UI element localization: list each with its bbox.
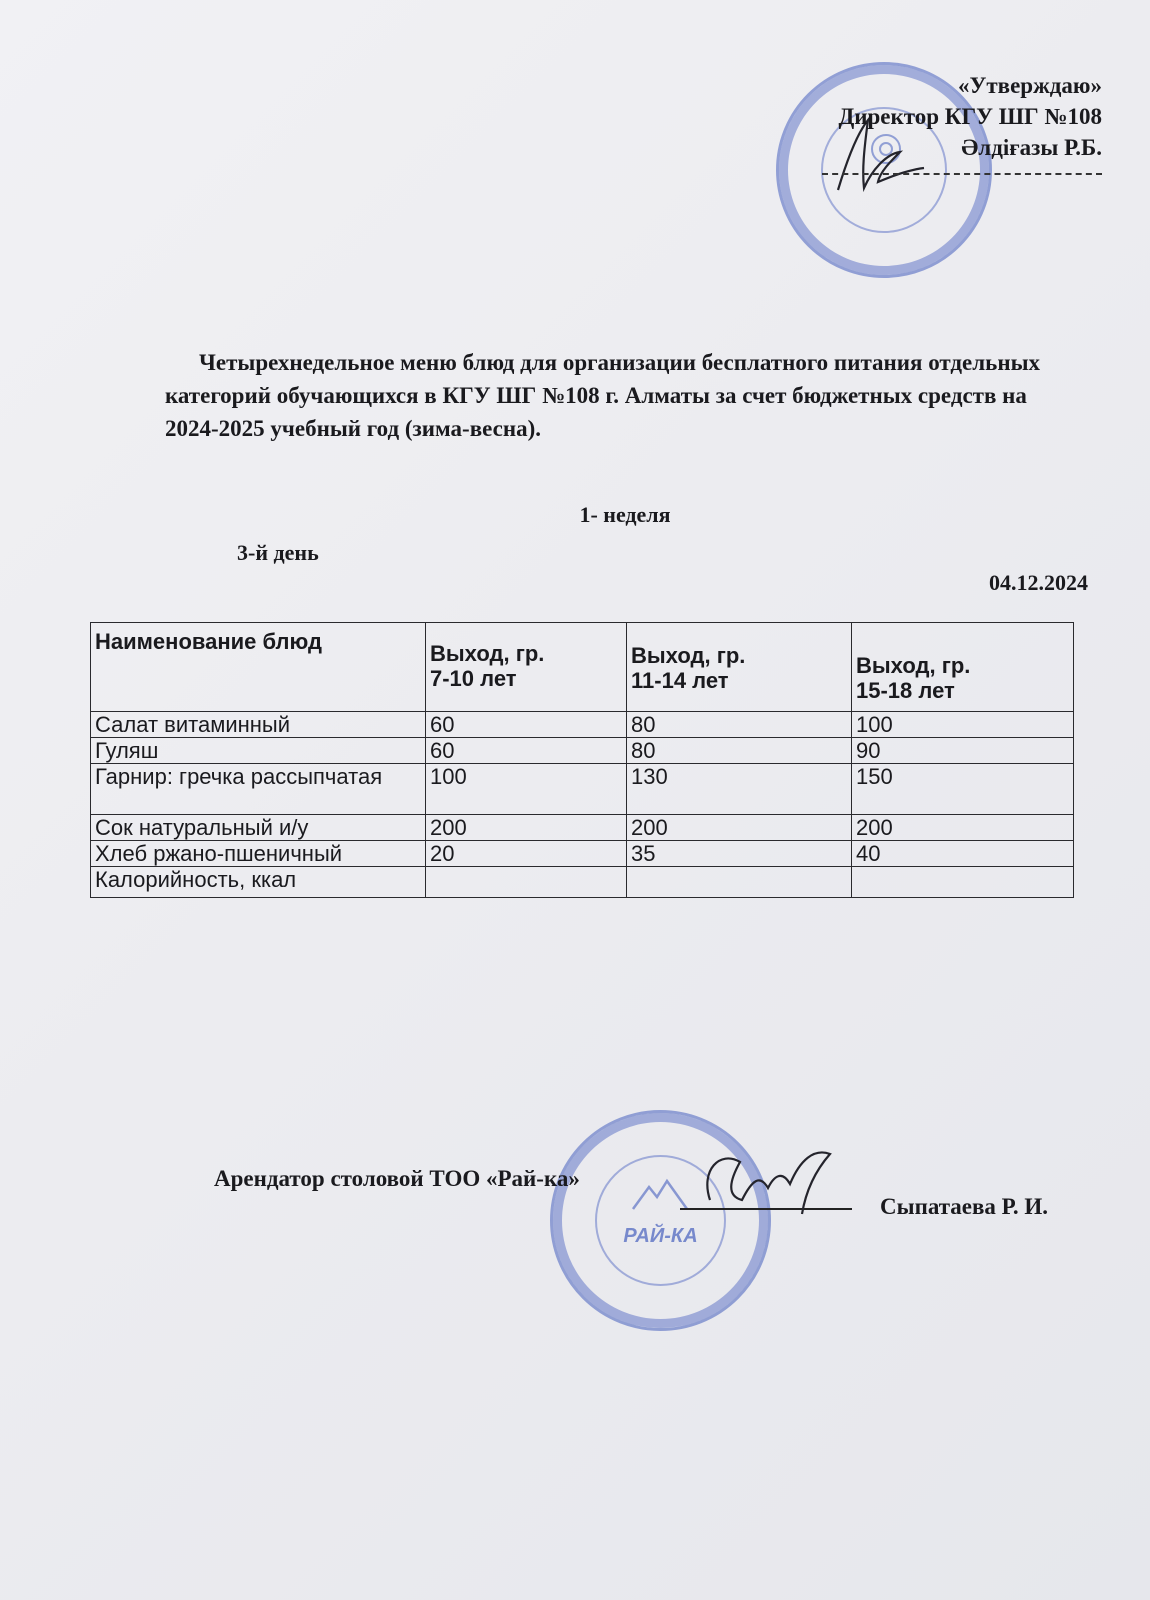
table-header-row [91,623,1074,712]
document-title: Четырехнедельное меню блюд для организации бесплатного питания отдельных категорий обучающихся в КГУ ШГ №108 г. Алматы за счет бюджетных средств на 2024-2025 учебный год (зима-весна). [165,350,1041,441]
yield-15-18: 150 [852,764,1074,815]
table-row [91,738,1074,764]
yield-11-14: 130 [627,764,852,815]
dish-name: Гуляш [91,738,426,764]
dish-name: Хлеб ржано-пшеничный [91,841,426,867]
dish-name: Сок натуральный и/у [91,815,426,841]
yield-11-14: 80 [627,712,852,738]
yield-11-14 [627,867,852,898]
yield-7-10 [426,867,627,898]
yield-15-18: 200 [852,815,1074,841]
lessor-signature [690,1140,850,1220]
approval-name: Әлдіғазы Р.Б. [961,135,1102,160]
yield-7-10: 20 [426,841,627,867]
yield-7-10: 100 [426,764,627,815]
yield-15-18 [852,867,1074,898]
yield-7-10: 200 [426,815,627,841]
yield-15-18: 40 [852,841,1074,867]
header-dish-name: Наименование блюд [91,623,426,712]
menu-table [90,622,1074,898]
yield-11-14: 200 [627,815,852,841]
yield-11-14: 35 [627,841,852,867]
yield-7-10: 60 [426,712,627,738]
table-row [91,841,1074,867]
header-yield-15-18: Выход, гр. 15-18 лет [852,623,1074,712]
table-row [91,867,1074,898]
yield-15-18: 100 [852,712,1074,738]
table-row [91,764,1074,815]
lessor-name: Сыпатаева Р. И. [880,1194,1048,1219]
dish-name: Гарнир: гречка рассыпчатая [91,764,426,815]
dish-name: Салат витаминный [91,712,426,738]
approval-block [762,70,1102,175]
table-row [91,815,1074,841]
approval-heading: «Утверждаю» [958,73,1102,98]
week-label: 1- неделя [579,502,671,527]
company-seal-text: РАЙ-КА [623,1225,698,1247]
day-label: 3-й день [237,540,319,565]
yield-7-10: 60 [426,738,627,764]
yield-15-18: 90 [852,738,1074,764]
header-yield-11-14: Выход, гр. 11-14 лет [627,623,852,712]
table-row [91,712,1074,738]
dish-name: Калорийность, ккал [91,867,426,898]
approval-signature-line [822,169,1102,175]
header-yield-7-10: Выход, гр. 7-10 лет [426,623,627,712]
approval-position: Директор КГУ ШГ №108 [838,104,1102,129]
lessor-label: Арендатор столовой ТОО «Рай-ка» [214,1166,580,1191]
date-label: 04.12.2024 [989,570,1088,595]
yield-11-14: 80 [627,738,852,764]
